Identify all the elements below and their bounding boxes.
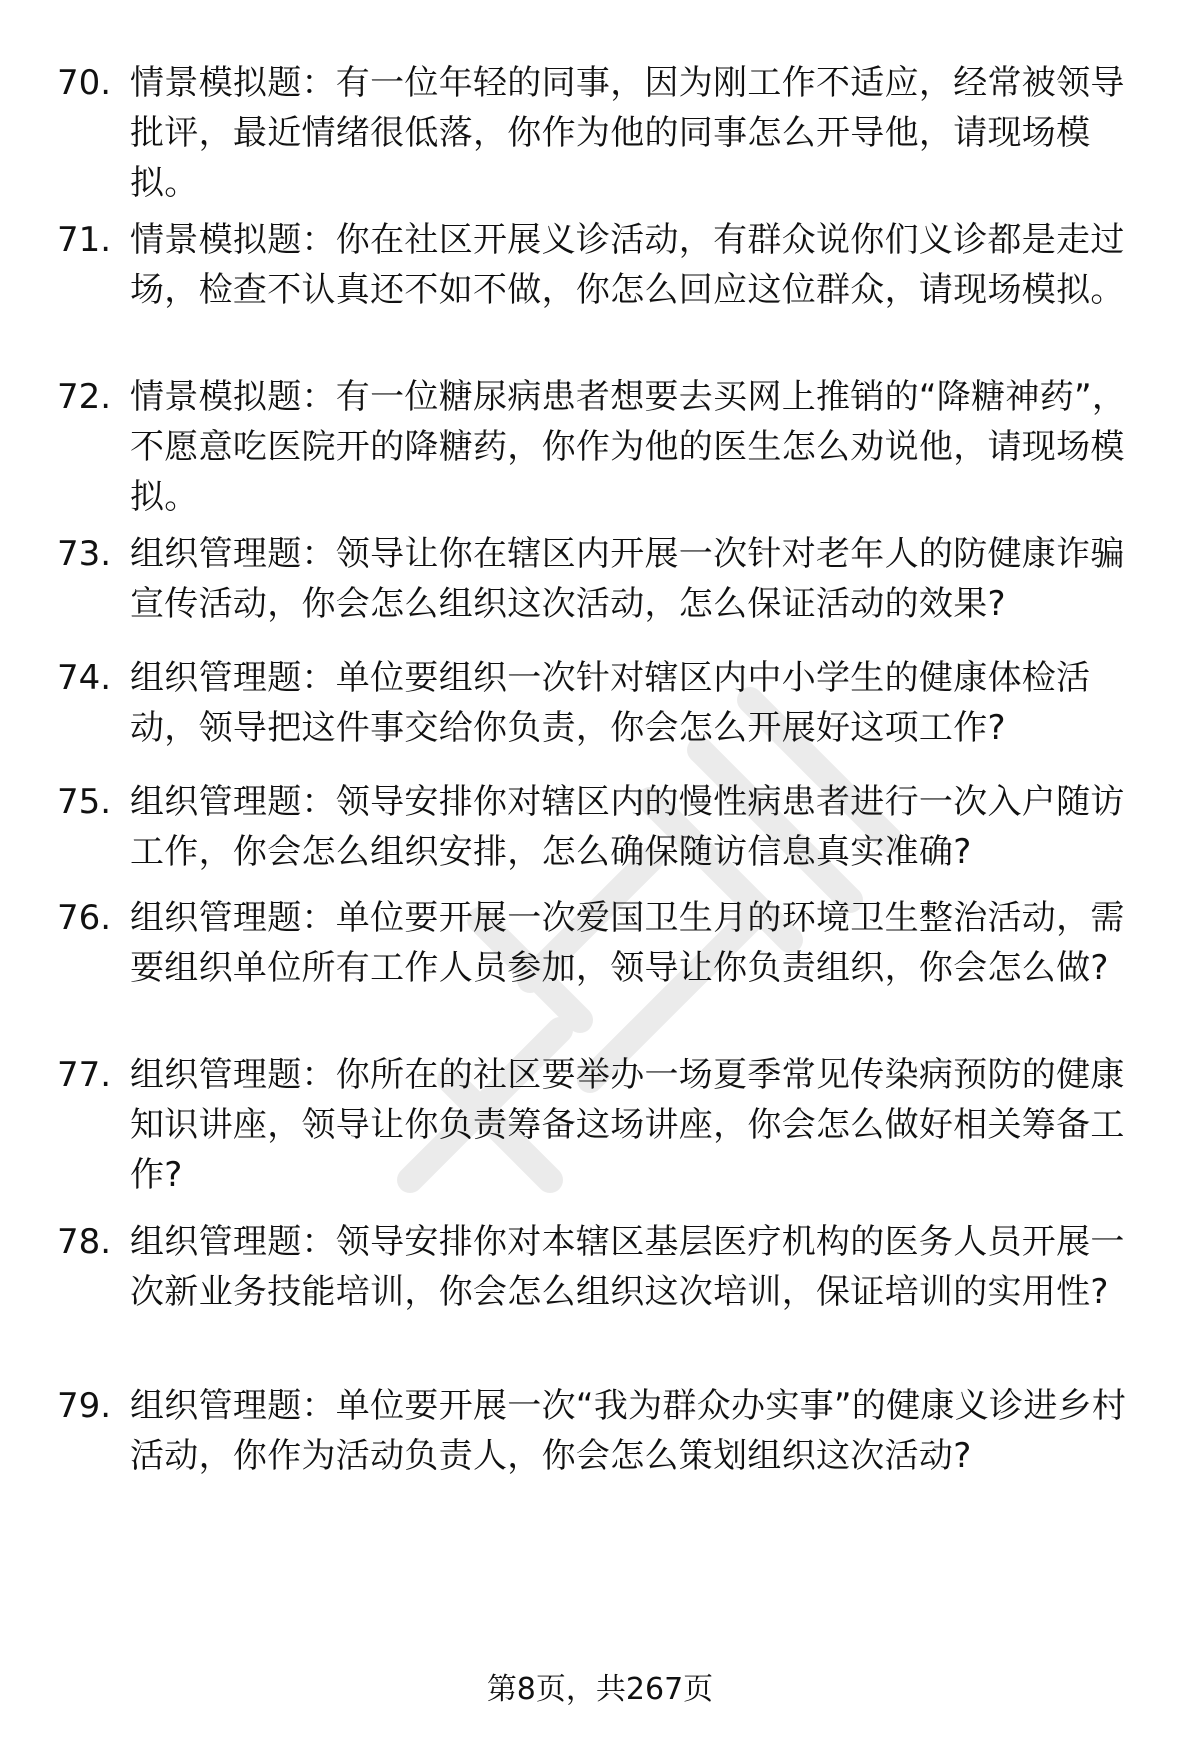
page-number-footer: 第8页，共267页 (486, 1672, 714, 1707)
question-number: 74. (57, 658, 112, 698)
question-text: 组织管理题：单位要开展一次“我为群众办实事”的健康义诊进乡村活动，你作为活动负责人，你会怎么策划组织这次活动? (130, 1386, 1127, 1476)
question-number: 70. (57, 63, 112, 103)
question-text: 组织管理题：领导安排你对本辖区基层医疗机构的医务人员开展一次新业务技能培训，你会怎么组织这次培训，保证培训的实用性? (130, 1222, 1125, 1312)
question-text: 组织管理题：你所在的社区要举办一场夏季常见传染病预防的健康知识讲座，领导让你负责筹备这场讲座，你会怎么做好相关筹备工作? (130, 1055, 1125, 1195)
question-number: 78. (57, 1222, 112, 1262)
question-text: 组织管理题：单位要组织一次针对辖区内中小学生的健康体检活动，领导把这件事交给你负责，你会怎么开展好这项工作? (130, 658, 1091, 748)
question-number: 71. (57, 220, 112, 260)
question-text: 情景模拟题：有一位年轻的同事，因为刚工作不适应，经常被领导批评，最近情绪很低落，你作为他的同事怎么开导他，请现场模拟。 (130, 63, 1125, 203)
question-text: 组织管理题：领导让你在辖区内开展一次针对老年人的防健康诈骗宣传活动，你会怎么组织这次活动，怎么保证活动的效果? (130, 534, 1125, 624)
question-text: 情景模拟题：有一位糖尿病患者想要去买网上推销的“降糖神药”，不愿意吃医院开的降糖药，你作为他的医生怎么劝说他，请现场模拟。 (130, 377, 1127, 517)
question-text: 组织管理题：领导安排你对辖区内的慢性病患者进行一次入户随访工作，你会怎么组织安排，怎么确保随访信息真实准确? (130, 782, 1125, 872)
question-number: 77. (57, 1055, 112, 1095)
question-text: 组织管理题：单位要开展一次爱国卫生月的环境卫生整治活动，需要组织单位所有工作人员参加，领导让你负责组织，你会怎么做? (130, 898, 1125, 988)
question-number: 76. (57, 898, 112, 938)
question-number: 72. (57, 377, 112, 417)
question-number: 75. (57, 782, 112, 822)
question-number: 79. (57, 1386, 112, 1426)
question-number: 73. (57, 534, 112, 574)
question-text: 情景模拟题：你在社区开展义诊活动，有群众说你们义诊都是走过场，检查不认真还不如不做，你怎么回应这位群众，请现场模拟。 (130, 220, 1125, 310)
